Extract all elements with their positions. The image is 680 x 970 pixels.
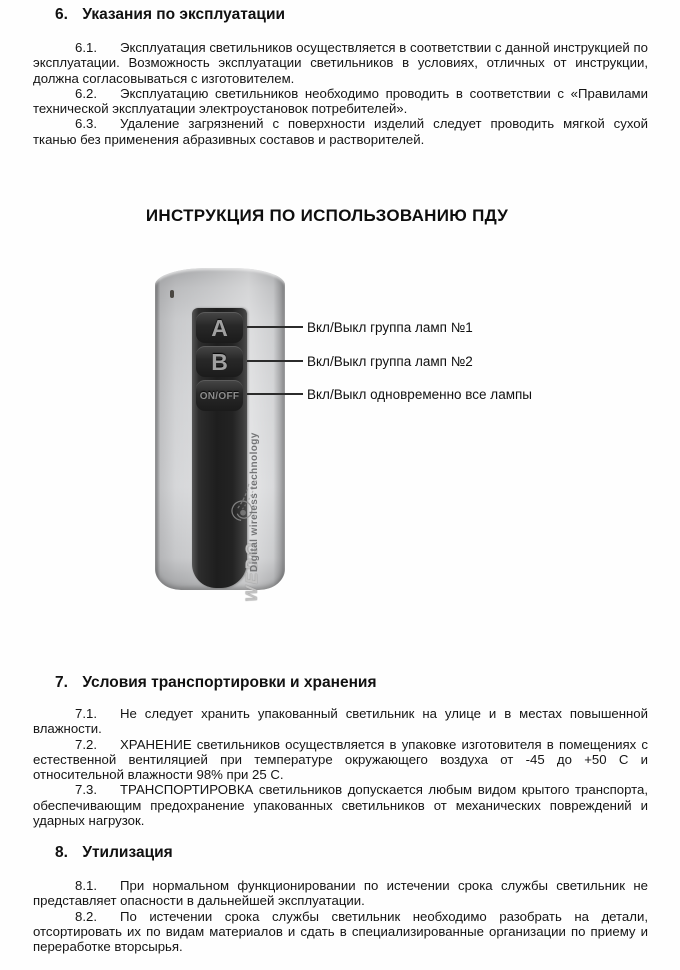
- section-6-title: Указания по эксплуатации: [82, 6, 286, 23]
- button-a-label: A: [211, 314, 228, 341]
- paragraph-8-2: [33, 909, 648, 955]
- section-7-number: 7.: [55, 674, 68, 691]
- callout-label-all-lamps: Вкл/Выкл одновременно все лампы: [307, 387, 532, 402]
- paragraph-7-2: [33, 737, 648, 783]
- section-6-number: 6.: [55, 6, 68, 23]
- section-8-heading: [33, 843, 670, 863]
- item-text: Удаление загрязнений с поверхности изделий следует проводить мягкой сухой тканью без применения абразивных составов и растворителей.: [33, 116, 648, 147]
- remote-led-indicator: [170, 290, 174, 298]
- button-onoff-label: ON/OFF: [199, 390, 240, 402]
- section-8-number: 8.: [55, 844, 68, 861]
- pdu-instruction-heading: ИНСТРУКЦИЯ ПО ИСПОЛЬЗОВАНИЮ ПДУ: [145, 206, 509, 225]
- section-8-body: [33, 878, 648, 954]
- item-number: 7.3.: [75, 782, 97, 798]
- item-text: ТРАНСПОРТИРОВКА светильников допускается любым видом крытого транспорта, обеспечивающим предохранение упакованных светильников от механических повреждений и ударных нагрузок.: [33, 782, 648, 829]
- section-7-title: Условия транспортировки и хранения: [82, 674, 377, 691]
- item-number: 6.3.: [75, 116, 97, 132]
- button-onoff: [196, 380, 243, 411]
- remote-side-text: Digital wireless technology: [249, 432, 260, 572]
- item-number: 8.2.: [75, 908, 97, 924]
- callout-label-lamp-group-1: Вкл/Выкл группа ламп №1: [307, 320, 473, 335]
- callout-line-3: [247, 393, 303, 395]
- section-6-body: [33, 40, 648, 147]
- remote-control-image: [155, 268, 285, 602]
- section-7-heading: [33, 673, 670, 693]
- button-b-label: B: [211, 348, 228, 375]
- button-a: [196, 312, 243, 343]
- paragraph-6-3: [33, 116, 648, 147]
- callout-line-2: [247, 360, 303, 362]
- item-text: При нормальном функционировании по истечении срока службы светильник не представляет опасности в дальнейшей эксплуатации.: [33, 878, 648, 909]
- section-7-body: [33, 706, 648, 828]
- wedo-swirl-icon: [220, 476, 268, 536]
- section-6-heading: [33, 5, 670, 25]
- item-text: Эксплуатацию светильников необходимо проводить в соответствии с «Правилами технической эксплуатации электроустановок потребителей».: [33, 85, 648, 117]
- item-text: По истечении срока службы светильник необходимо разобрать на детали, отсортировать их по видам материалов и сдать в специализированные организации по приему и переработке вторсырья.: [33, 908, 648, 955]
- item-text: Не следует хранить упакованный светильник на улице и в местах повышенной влажности.: [33, 706, 648, 737]
- section-8-title: Утилизация: [82, 844, 173, 861]
- callout-line-1: [247, 326, 303, 328]
- item-text: ХРАНЕНИЕ светильников осуществляется в упаковке изготовителя в помещениях с естественной вентиляцией при температуре окружающего воздуха от -45 до +50 С и относительной влажности 98% при 25 С.: [33, 736, 648, 783]
- paragraph-6-1: [33, 40, 648, 86]
- wedo-brand-text: WEDO: [242, 541, 261, 602]
- item-text: Эксплуатация светильников осуществляется в соответствии с данной инструкцией по эксплуатации. Возможность эксплуатации светильников в условиях, отличных от инструкции, должна согласовываться с изготовителем.: [33, 40, 648, 86]
- button-b: [196, 346, 243, 377]
- paragraph-7-3: [33, 782, 648, 828]
- paragraph-8-1: [33, 878, 648, 909]
- item-number: 8.1.: [75, 878, 97, 893]
- callout-label-lamp-group-2: Вкл/Выкл группа ламп №2: [307, 354, 473, 369]
- item-number: 6.1.: [75, 40, 97, 55]
- paragraph-6-2: [33, 86, 648, 117]
- item-number: 6.2.: [75, 85, 97, 101]
- paragraph-7-1: [33, 706, 648, 737]
- item-number: 7.1.: [75, 706, 97, 721]
- item-number: 7.2.: [75, 736, 97, 752]
